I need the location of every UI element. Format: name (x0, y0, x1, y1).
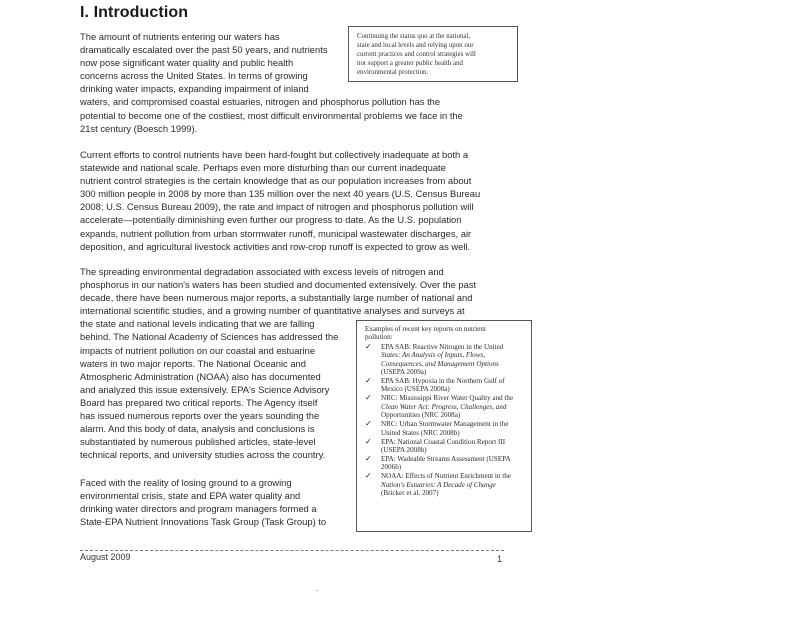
text-line: the state and national levels indicating that we are falling (80, 318, 315, 330)
text-line: The amount of nutrients entering our waters has (80, 31, 280, 42)
text-line: 300 million people in 2008 by more than 135 million over the next 40 years (U.S. Census Bureau (80, 188, 481, 200)
report-line: EPA: Wadeable Streams Assessment (USEPA (381, 455, 511, 464)
report-line: Consequences, and Management Options (381, 359, 499, 368)
report-line: (Bricker et al. 2007) (381, 489, 439, 498)
text-line: environmental crisis, state and EPA water quality and (80, 490, 301, 502)
sidebar-heading: pollution: (365, 333, 393, 342)
text-line: Board has prepared two critical reports. The Agency itself (80, 396, 318, 408)
text-line: phosphorus in our nation's waters has been studied and documented extensively. Over the past (80, 279, 477, 291)
report-line: NOAA: Effects of Nutrient Enrichment in the (381, 472, 511, 481)
checkmark-icon: ✓ (365, 471, 372, 481)
report-line: 2006b) (381, 463, 402, 472)
callout-line: current practices and control strategies will (357, 51, 476, 58)
reports-sidebar-box (356, 320, 532, 532)
callout-line: Continuing the status quo at the national, (357, 33, 471, 40)
paragraph-4 (80, 476, 326, 528)
text-line: waters, and compromised coastal estuaries, nitrogen and phosphorus pollution has the (80, 96, 441, 108)
scan-speck (317, 590, 318, 591)
text-line: 2008; U.S. Census Bureau 2009), the rate and impact of nitrogen and phosphorus pollution will (80, 201, 474, 213)
text-line: dramatically escalated over the past 50 years, and nutrients (80, 44, 328, 56)
report-line: NRC: Urban Stormwater Management in the (381, 420, 509, 429)
text-line: 21st century (Boesch 1999). (80, 122, 198, 134)
page-number: 1 (497, 554, 503, 564)
report-list (365, 343, 525, 498)
section-title: I. Introduction (80, 4, 189, 21)
callout-line: state and local levels and relying upon our (357, 42, 474, 49)
sidebar-heading: Examples of recent key reports on nutrient (365, 325, 486, 333)
report-line: NRC: Mississippi River Water Quality and the (381, 394, 514, 403)
text-line: drinking water directors and program managers formed a (80, 503, 317, 515)
report-line: Mexico (USEPA 2008a) (381, 385, 450, 394)
footer-date: August 2009 (80, 552, 131, 562)
text-line: substantiated by numerous published articles, state-level (80, 436, 316, 448)
text-line: impacts of nutrient pollution on our coastal and estuarine (80, 344, 316, 356)
text-line: accelerate—potentially diminishing even further our progress to date. As the U.S. population (80, 214, 462, 226)
checkmark-icon: ✓ (365, 419, 372, 429)
text-line: potential to become one of the costliest, most difficult environmental problems we face in the (80, 109, 463, 121)
callout-line: not support a greater public health and (357, 60, 464, 67)
text-line: technical reports, and university studies across the country. (80, 449, 326, 461)
text-line: decade, there have been numerous major reports, a substantially large number of national and (80, 292, 473, 304)
checkmark-icon: ✓ (365, 454, 372, 464)
text-line: now pose significant water quality and public health (80, 57, 294, 69)
text-line: statewide and national scale. Perhaps even more disturbing than our current inadequate (80, 162, 446, 174)
report-line: United States (NRC 2008b) (381, 428, 460, 437)
report-line: Clean Water Act: Progress, Challenges, and (381, 402, 507, 411)
report-item (365, 420, 525, 437)
report-line: EPA SAB: Hypoxia in the Northern Gulf of (381, 377, 505, 386)
text-line: nutrient control strategies is the certain knowledge that as our population increases from about (80, 175, 472, 187)
text-line: international scientific studies, and a growing number of quantitative analyses and surveys at (80, 305, 465, 317)
report-item (365, 438, 525, 455)
text-line: concerns across the United States. In terms of growing (80, 70, 308, 82)
checkmark-icon: ✓ (365, 376, 372, 386)
text-line: Current efforts to control nutrients have been hard-fought but collectively inadequate at both a (80, 149, 469, 160)
text-line: Atmospheric Administration (NOAA) also has documented (80, 370, 321, 382)
text-line: alarm. And this body of data, analysis and conclusions is (80, 423, 315, 435)
text-line: drinking water impacts, expanding impairment of inland (80, 83, 309, 95)
report-line: (USEPA 2008b) (381, 446, 427, 455)
report-item (365, 394, 525, 419)
report-line: Opportunities (NRC 2008a) (381, 411, 461, 420)
report-item (365, 472, 525, 497)
report-line: EPA SAB: Reactive Nitrogen in the United (381, 342, 504, 351)
paragraph-2 (80, 148, 480, 253)
report-line: EPA: National Coastal Condition Report III (381, 437, 506, 446)
report-line: Nation's Estuaries: A Decade of Change (381, 480, 496, 489)
checkmark-icon: ✓ (365, 341, 372, 351)
text-line: behind. The National Academy of Sciences has addressed the (80, 331, 339, 343)
report-line: States: An Analysis of Inputs, Flows, (381, 351, 485, 360)
report-item (365, 343, 525, 377)
text-line: Faced with the reality of losing ground to a growing (80, 477, 292, 488)
checkmark-icon: ✓ (365, 436, 372, 446)
text-line: expands, nutrient pollution from urban stormwater runoff, municipal wastewater discharges, air (80, 227, 472, 239)
report-item (365, 377, 525, 394)
text-line: has issued numerous reports over the years sounding the (80, 410, 320, 422)
report-item (365, 455, 525, 472)
text-line: The spreading environmental degradation associated with excess levels of nitrogen and (80, 266, 444, 277)
checkmark-icon: ✓ (365, 393, 372, 403)
text-line: deposition, and agricultural livestock activities and row-crop runoff is expected to grow as well. (80, 240, 471, 252)
footer-rule (80, 550, 504, 551)
report-line: (USEPA 2009a) (381, 368, 427, 377)
callout-line: environmental protection. (357, 69, 429, 76)
callout-box (348, 26, 518, 82)
text-line: waters in two major reports. The National Oceanic and (80, 357, 306, 369)
text-line: and analyzed this issue extensively. EPA's Science Advisory (80, 383, 330, 395)
text-line: State-EPA Nutrient Innovations Task Group (Task Group) to (80, 516, 327, 528)
